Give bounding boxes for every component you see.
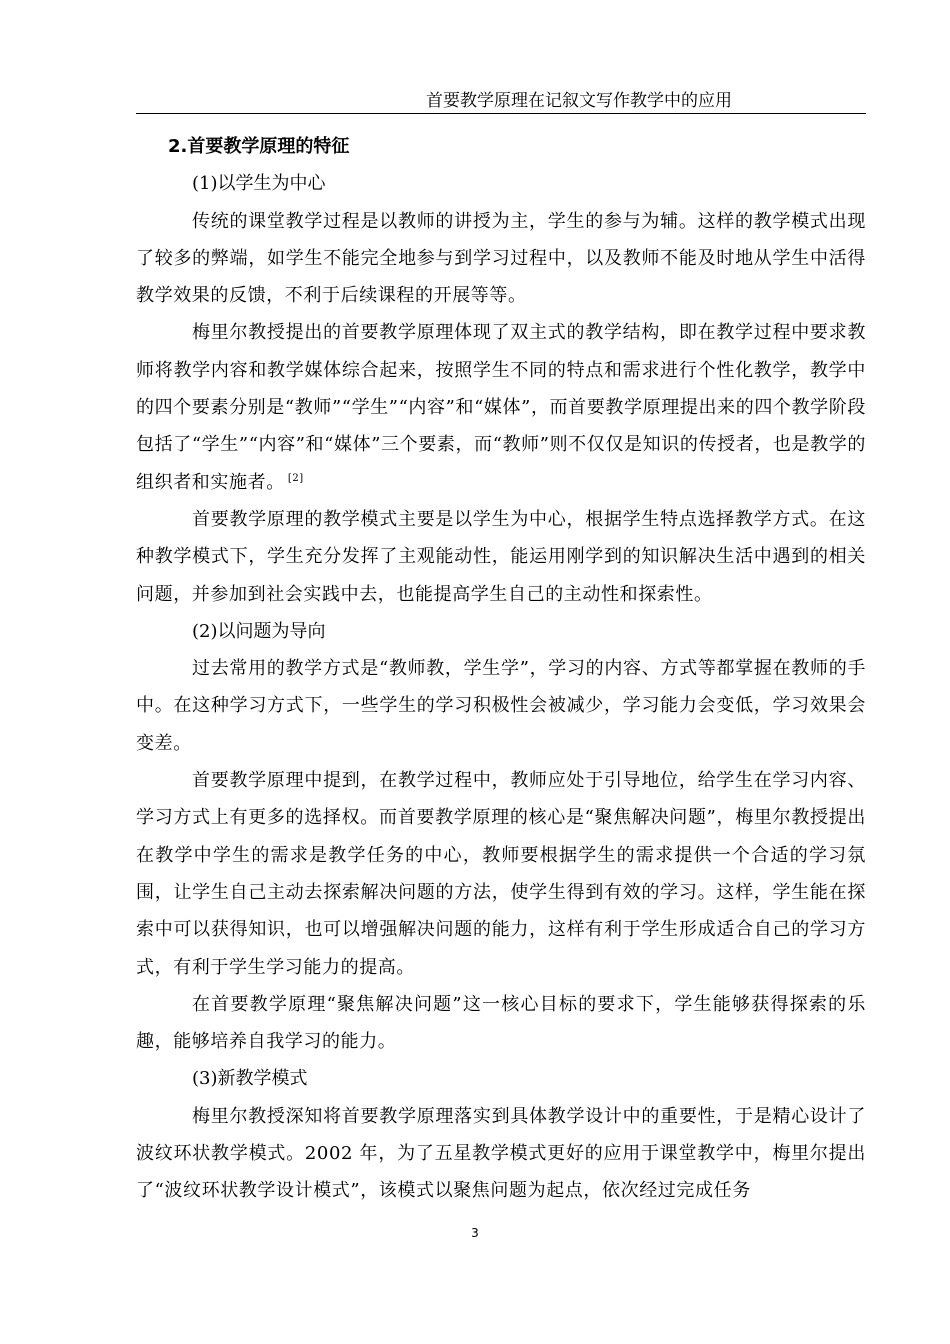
page-number: 3 bbox=[471, 1226, 479, 1240]
paragraph: 首要教学原理中提到，在教学过程中，教师应处于引导地位，给学生在学习内容、学习方式上有更多的选择权。而首要教学原理的核心是“聚焦解决问题”，梅里尔教授提出在教学中学生的需求是教学任务的中心，教师要根据学生的需求提供一个合适的学习氛围，让学生自己主动去探索解决问题的方法，使学生得到有效的学习。这样，学生能在探索中可以获得知识，也可以增强解决问题的能力，这样有利于学生形成适合自己的学习方式，有利于学生学习能力的提高。 bbox=[136, 770, 866, 978]
subheading-student-centered: (1)以学生为中心 bbox=[192, 173, 326, 195]
section-title: 2.首要教学原理的特征 bbox=[168, 136, 350, 157]
paragraph: 首要教学原理的教学模式主要是以学生为中心，根据学生特点选择教学方式。在这种教学模式下，学生充分发挥了主观能动性，能运用刚学到的知识解决生活中遇到的相关问题，并参加到社会实践中去，也能提高学生自己的主动性和探索性。 bbox=[136, 508, 866, 605]
header-title: 首要教学原理在记叙文写作教学中的应用 bbox=[426, 91, 732, 111]
subheading-new-teaching-model: (3)新教学模式 bbox=[192, 1068, 308, 1090]
paragraph: 在首要教学原理“聚焦解决问题”这一核心目标的要求下，学生能够获得探索的乐趣，能够培养自我学习的能力。 bbox=[136, 993, 866, 1053]
running-header bbox=[136, 88, 866, 114]
paragraph bbox=[136, 314, 866, 500]
subheading-problem-oriented: (2)以问题为导向 bbox=[192, 620, 326, 642]
paragraph: 过去常用的教学方式是“教师教，学生学”，学习的内容、方式等都掌握在教师的手中。在这种学习方式下，一些学生的学习积极性会被减少，学习能力会变低，学习效果会变差。 bbox=[136, 658, 866, 754]
citation-marker: [2] bbox=[287, 472, 304, 484]
paragraph-text: 梅里尔教授提出的首要教学原理体现了双主式的教学结构，即在教学过程中要求教师将教学内容和教学媒体综合起来，按照学生不同的特点和需求进行个性化教学，教学中的四个要素分别是“教师”“学生”“内容”和“媒体”，而首要教学原理提出来的四个教学阶段包括了“学生”“内容”和“媒体”三个要素，而“教师”则不仅仅是知识的传授者，也是教学的组织者和实施者。 bbox=[136, 322, 866, 493]
paragraph: 传统的课堂教学过程是以教师的讲授为主，学生的参与为辅。这样的教学模式出现了较多的弊端，如学生不能完全地参与到学习过程中，以及教师不能及时地从学生中活得教学效果的反馈，不利于后续课程的开展等等。 bbox=[136, 210, 866, 307]
body-content bbox=[136, 128, 866, 1210]
paragraph: 梅里尔教授深知将首要教学原理落实到具体教学设计中的重要性，于是精心设计了波纹环状教学模式。2002 年，为了五星教学模式更好的应用于课堂教学中，梅里尔提出了“波纹环状教学设计模式”，该模式以聚焦问题为起点，依次经过完成任务 bbox=[136, 1105, 866, 1202]
